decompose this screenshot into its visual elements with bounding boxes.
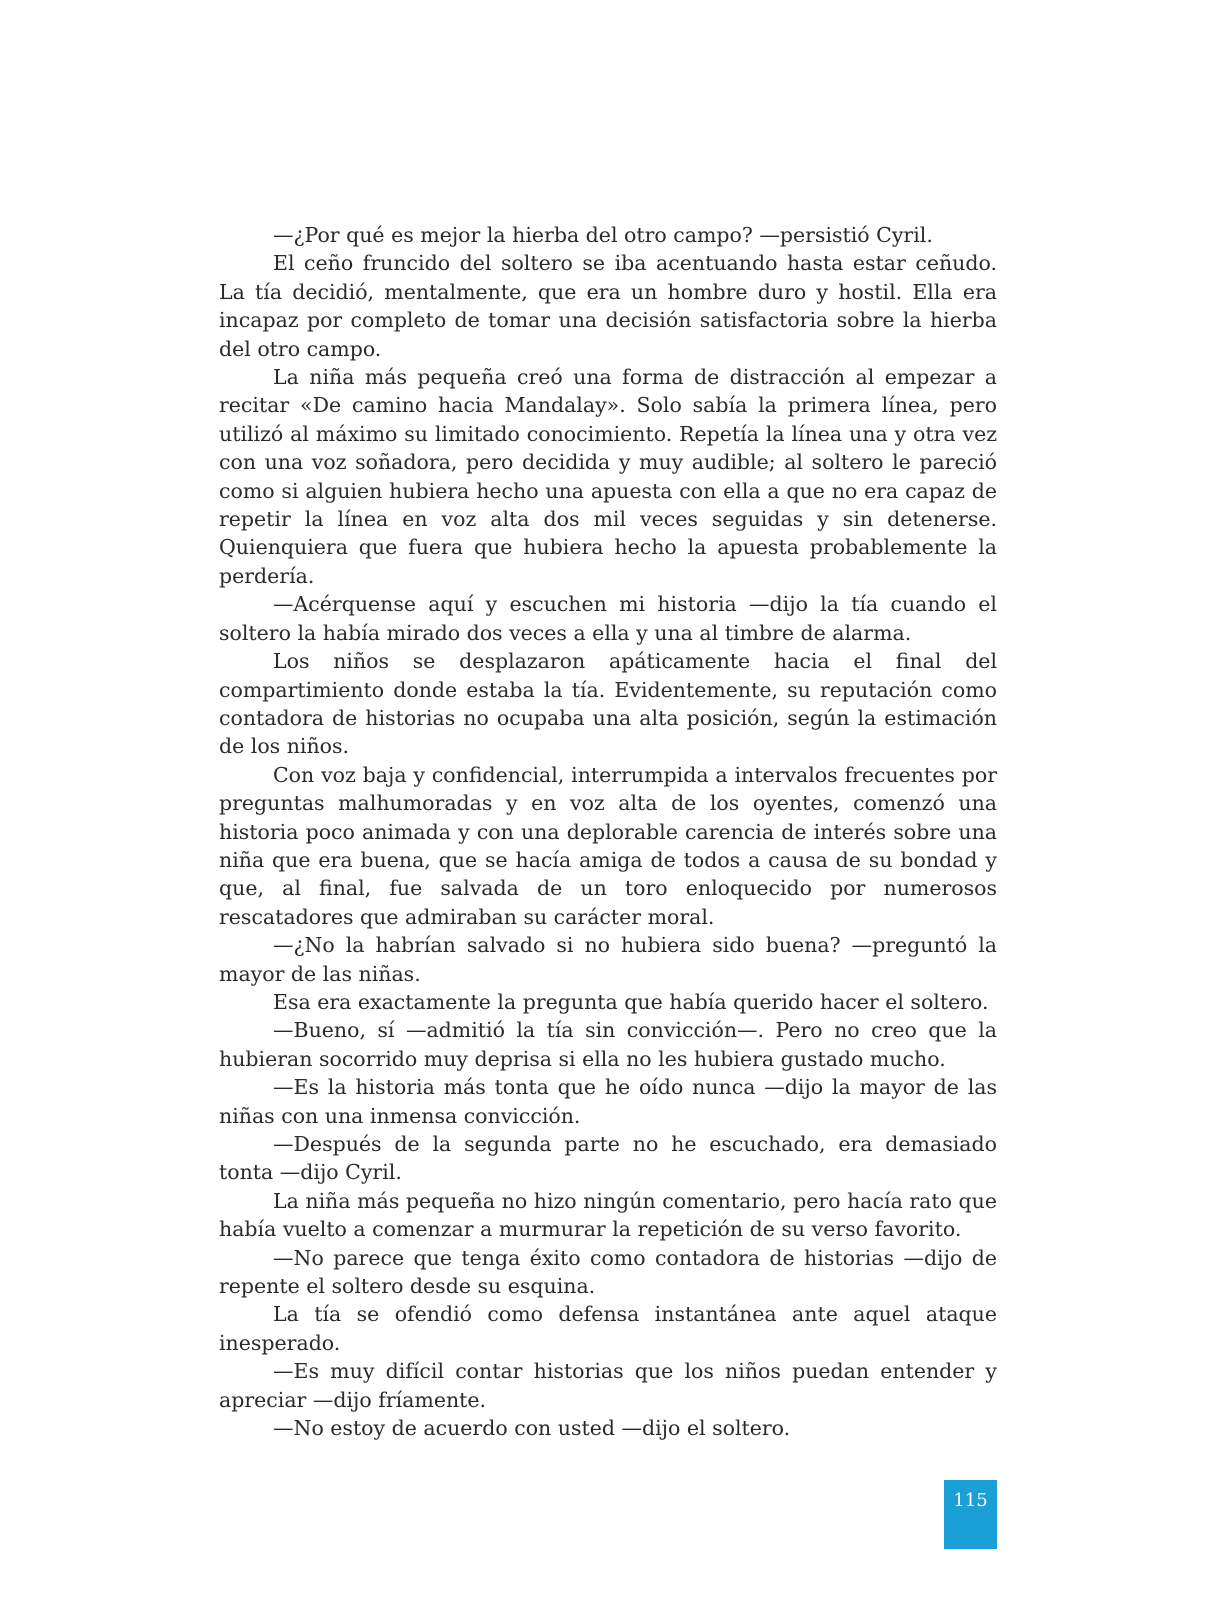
paragraph: —No parece que tenga éxito como contadora de historias —dijo de repente el soltero desde su esquina.	[219, 1245, 997, 1299]
paragraph: La niña más pequeña creó una forma de distracción al empezar a recitar «De camino hacia Mandalay». Solo sabía la primera línea, pero utilizó al máximo su limitado conocimiento. Repetía la línea una y otra vez con una voz soñadora, pero decidida y muy audible; al soltero le pareció como si alguien hubiera hecho una apuesta con ella a que no era capaz de repetir la línea en voz alta dos mil veces seguidas y sin detenerse. Quienquiera que fuera que hubiera hecho la apuesta probablemente la perdería.	[219, 365, 997, 588]
page-number: 115	[953, 1490, 988, 1511]
paragraph: —Después de la segunda parte no he escuchado, era demasiado tonta —dijo Cyril.	[219, 1132, 997, 1185]
paragraph: Los niños se desplazaron apáticamente hacia el final del compartimiento donde estaba la tía. Evidentemente, su reputación como contadora de historias no ocupaba una alta posición, según la estimación de los niños.	[219, 649, 997, 759]
paragraph: La tía se ofendió como defensa instantánea ante aquel ataque inesperado.	[219, 1302, 997, 1355]
paragraph: —Es muy difícil contar historias que los niños puedan entender y apreciar —dijo fríamente.	[219, 1359, 997, 1412]
paragraph: —Es la historia más tonta que he oído nunca —dijo la mayor de las niñas con una inmensa convicción.	[219, 1075, 997, 1128]
paragraph: La niña más pequeña no hizo ningún comentario, pero hacía rato que había vuelto a comenzar a murmurar la repetición de su verso favorito.	[219, 1188, 997, 1242]
paragraph: El ceño fruncido del soltero se iba acentuando hasta estar ceñudo. La tía decidió, mentalmente, que era un hombre duro y hostil. Ella era incapaz por completo de tomar una decisión satisfactoria sobre la hierba del otro campo.	[219, 251, 997, 361]
paragraph: —¿Por qué es mejor la hierba del otro campo? —persistió Cyril.	[273, 223, 933, 247]
paragraph: —¿No la habrían salvado si no hubiera sido buena? —preguntó la mayor de las niñas.	[219, 933, 997, 986]
paragraph: —Bueno, sí —admitió la tía sin convicción—. Pero no creo que la hubieran socorrido muy deprisa si ella no les hubiera gustado mucho.	[219, 1018, 997, 1071]
paragraph: —No estoy de acuerdo con usted —dijo el soltero.	[273, 1416, 791, 1441]
paragraph: —Acérquense aquí y escuchen mi historia —dijo la tía cuando el soltero la había mirado dos veces a ella y una al timbre de alarma.	[219, 592, 997, 645]
body-text	[219, 221, 997, 1442]
paragraph: Con voz baja y confidencial, interrumpida a intervalos frecuentes por preguntas malhumoradas y en voz alta de los oyentes, comenzó una historia poco animada y con una deplorable carencia de interés sobre una niña que era buena, que se hacía amiga de todos a causa de su bondad y que, al final, fue salvada de un toro enloquecido por numerosos rescatadores que admiraban su carácter moral.	[219, 762, 997, 929]
paragraph: Esa era exactamente la pregunta que había querido hacer el soltero.	[273, 989, 989, 1014]
page-number-badge	[944, 1480, 997, 1549]
